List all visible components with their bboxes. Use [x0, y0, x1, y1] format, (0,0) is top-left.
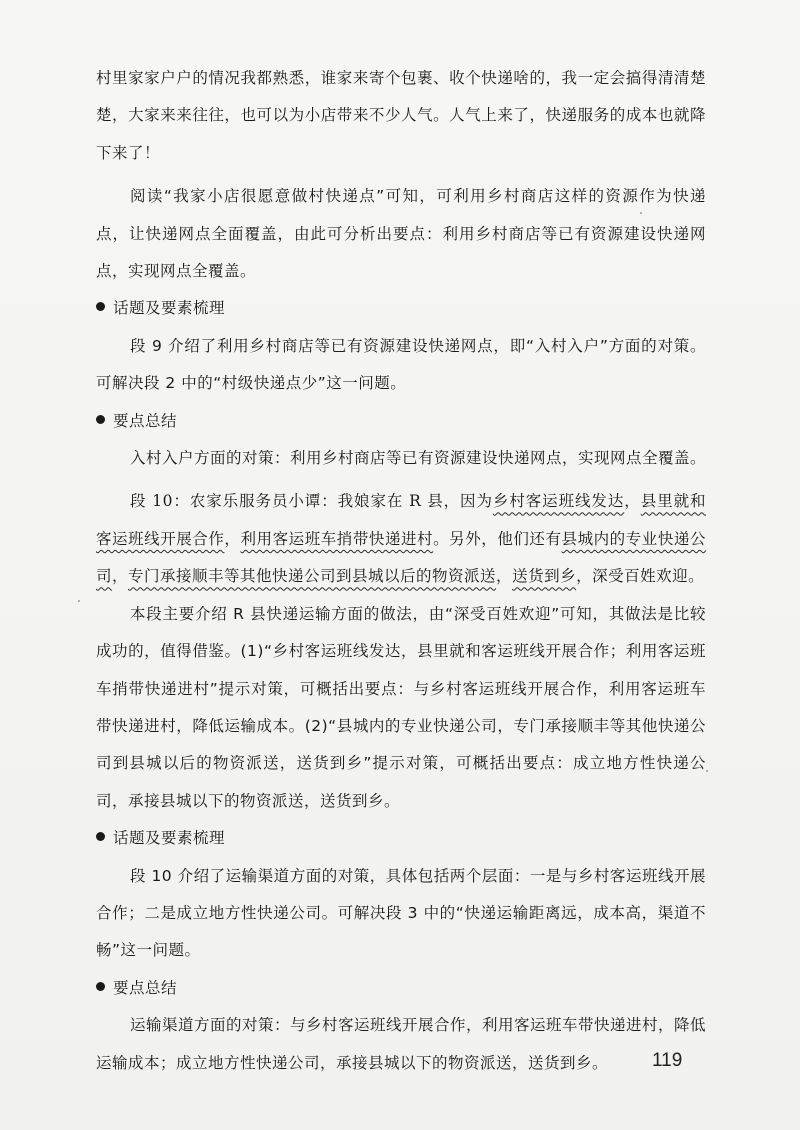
paragraph-topic-10: 段 10 介绍了运输渠道方面的对策，具体包括两个层面：一是与乡村客运班线开展合作；二是成立地方性快递公司。可解决段 3 中的“快递运输距离远，成本高，渠道不畅”这一问题。	[96, 866, 706, 960]
underlined-phrase: 专门承接顺丰等其他快递公司到县城以后的物资派送	[128, 567, 497, 586]
paragraph-topic-9: 段 9 介绍了利用乡村商店等已有资源建设快递网点，即“入村入户”方面的对策。可解决段 2 中的“村级快递点少”这一问题。	[96, 336, 706, 393]
scan-speck	[706, 770, 708, 772]
heading-topic-elements-1	[96, 290, 706, 327]
heading-topic-elements-2	[96, 820, 706, 857]
bullet-icon	[96, 415, 105, 424]
source-text: 。另外，他们还有	[433, 529, 562, 548]
page-number: 119	[652, 1050, 683, 1071]
underlined-phrase: 乡村客运班线发达	[492, 492, 625, 511]
paragraph-source-10	[96, 483, 706, 595]
paragraph-quote-end: 村里家家户户的情况我都熟悉，谁家来寄个包裹、收个快递啥的，我一定会搞得清清楚楚，大家来来往往，也可以为小店带来不少人气。人气上来了，快递服务的成本也就降下来了！	[96, 69, 706, 162]
underlined-phrase: 县里就和客运班线开展合作	[96, 492, 706, 548]
underlined-phrase: 县城内的专业快递公司	[96, 529, 706, 586]
paragraph-summary-10: 运输渠道方面的对策：与乡村客运班线开展合作，利用客运班车带快递进村，降低运输成本；成立地方性快递公司，承接县城以下的物资派送，送货到乡。	[96, 1016, 707, 1072]
paragraph-analysis-9: 阅读“我家小店很愿意做村快递点”可知，可利用乡村商店这样的资源作为快递点，让快递网点全面覆盖，由此可分析出要点：利用乡村商店等已有资源建设快递网点，实现网点全覆盖。	[96, 187, 706, 281]
paragraph-analysis-10: 本段主要介绍 R 县快递运输方面的做法，由“深受百姓欢迎”可知，其做法是比较成功的，值得借鉴。(1)“乡村客运班线发达，县里就和客运班线开展合作；利用客运班车捎带快递进村”提示对策，可概括出要点：与乡村客运班线开展合作，利用客运班车带快递进村，降低运输成本。(2)“县城内的专业快递公司，专门承接顺丰等其他快递公司到县城以后的物资派送，送货到乡”提示对策，可概括出要点：成立地方性快递公司，承接县城以下的物资派送，送货到乡。	[96, 604, 706, 810]
bullet-icon	[96, 832, 105, 841]
heading-text: 要点总结	[113, 411, 178, 430]
source-text: 段 10：农家乐服务员小谭：我娘家在 R 县，因为	[130, 492, 493, 511]
bullet-icon	[96, 982, 105, 991]
heading-text: 话题及要素梳理	[113, 299, 226, 318]
source-text: ，	[624, 492, 641, 511]
paragraph-summary-9: 入村入户方面的对策：利用乡村商店等已有资源建设快递网点，实现网点全覆盖。	[130, 449, 707, 468]
source-text: ，深受百姓欢迎。	[576, 567, 705, 586]
heading-text: 要点总结	[113, 978, 178, 997]
source-text: ，	[112, 567, 129, 586]
heading-text: 话题及要素梳理	[113, 829, 226, 848]
source-text: ，	[496, 567, 513, 586]
scan-speck	[78, 600, 80, 602]
body-text	[96, 60, 706, 1082]
heading-key-summary-1	[96, 403, 706, 440]
underlined-phrase: 送货到乡	[512, 567, 577, 586]
underlined-phrase: 利用客运班车捎带快递进村	[240, 529, 434, 548]
heading-key-summary-2	[96, 970, 706, 1007]
scan-speck	[640, 212, 642, 214]
source-text: ，	[224, 529, 241, 548]
bullet-icon	[96, 302, 105, 311]
